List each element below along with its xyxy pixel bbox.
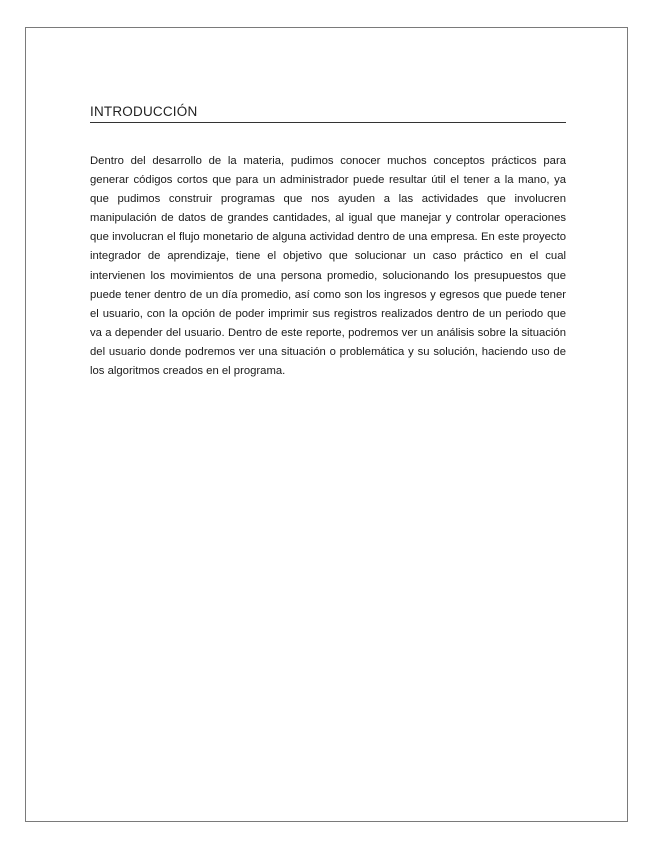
section-heading: INTRODUCCIÓN: [90, 104, 566, 123]
document-page: [25, 27, 628, 822]
intro-paragraph: Dentro del desarrollo de la materia, pudimos conocer muchos conceptos prácticos para generar códigos cortos que para un administrador puede resultar útil el tener a la mano, ya que pudimos construir programas que nos ayuden a las actividades que involucren manipulación de datos de grandes cantidades, al igual que manejar y controlar operaciones que involucran el flujo monetario de alguna actividad dentro de una empresa. En este proyecto integrador de aprendizaje, tiene el objetivo que solucionar un caso práctico en el cual intervienen los movimientos de una persona promedio, solucionando los presupuestos que puede tener dentro de un día promedio, así como son los ingresos y egresos que puede tener el usuario, con la opción de poder imprimir sus registros realizados dentro de un periodo que va a depender del usuario. Dentro de este reporte, podremos ver un análisis sobre la situación del usuario donde podremos ver una situación o problemática y su solución, haciendo uso de los algoritmos creados en el programa.: [90, 155, 566, 378]
